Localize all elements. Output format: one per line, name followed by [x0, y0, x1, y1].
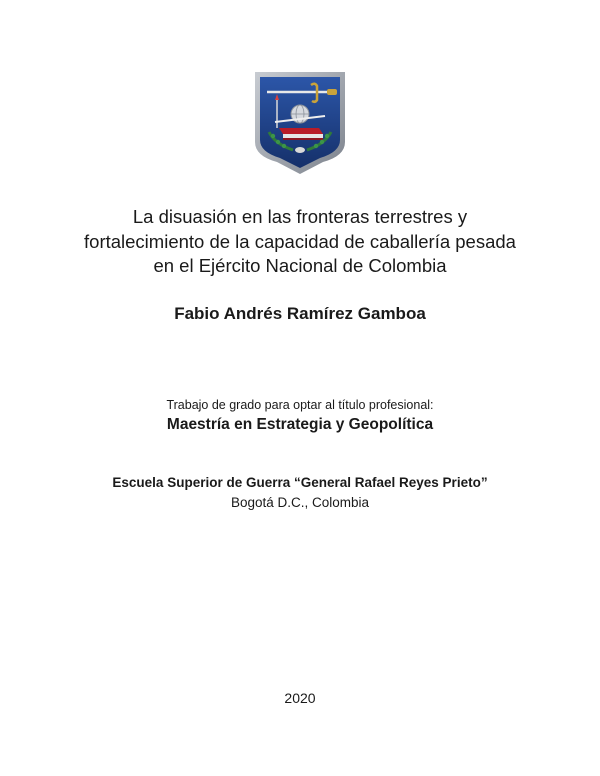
crest-logo — [253, 70, 347, 176]
author-name: Fabio Andrés Ramírez Gamboa — [174, 304, 426, 323]
military-crest-icon — [253, 70, 347, 176]
thesis-subtitle: Trabajo de grado para optar al título profesional: — [166, 398, 434, 412]
title-line-2: fortalecimiento de la capacidad de caballería pesada — [84, 230, 516, 252]
school-name: Escuela Superior de Guerra “General Rafael Reyes Prieto” — [112, 475, 488, 490]
title-line-1: La disuasión en las fronteras terrestres y — [132, 206, 468, 227]
publication-year: 2020 — [284, 690, 316, 706]
city-location: Bogotá D.C., Colombia — [230, 495, 370, 510]
document-title — [0, 205, 600, 279]
title-line-3: en el Ejército Nacional de Colombia — [153, 255, 447, 276]
degree-title: Maestría en Estrategia y Geopolítica — [166, 416, 434, 433]
